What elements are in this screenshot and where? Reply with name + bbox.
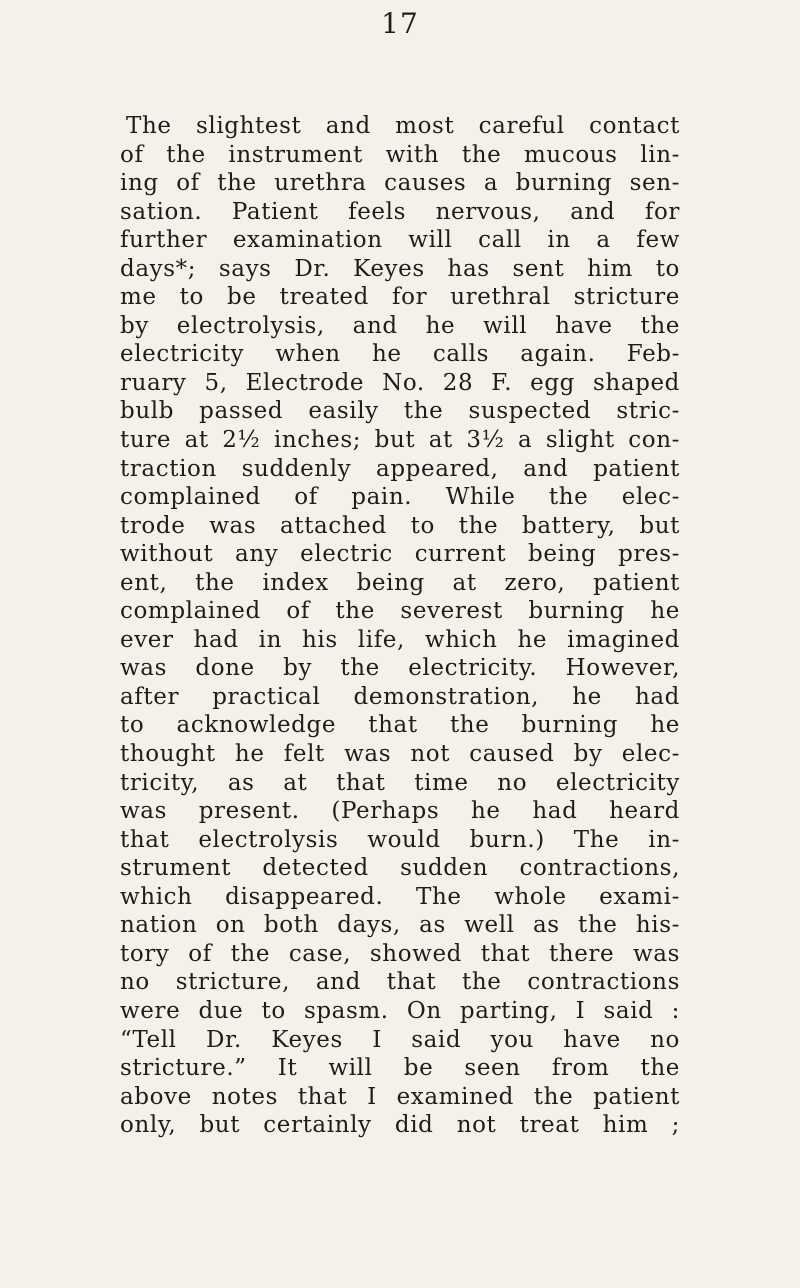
text-line: further examination will call in a few	[120, 227, 680, 254]
text-line: were due to spasm. On parting, I said :	[120, 997, 680, 1024]
text-line: strument detected sudden contractions,	[120, 855, 680, 882]
text-line: which disappeared. The whole exami-	[120, 883, 680, 910]
text-line: only, but certainly did not treat him ;	[120, 1112, 680, 1139]
text-line: complained of the severest burning he	[120, 598, 680, 625]
text-line: ever had in his life, which he imagined	[120, 626, 680, 653]
text-line: traction suddenly appeared, and patient	[120, 455, 680, 482]
text-line: ent, the index being at zero, patient	[120, 569, 680, 596]
text-line: no stricture, and that the contractions	[120, 969, 680, 996]
text-line: ruary 5, Electrode No. 28 F. egg shaped	[120, 369, 680, 396]
text-line: was present. (Perhaps he had heard	[120, 798, 680, 825]
text-line: stricture.” It will be seen from the	[120, 1055, 680, 1082]
text-line: “Tell Dr. Keyes I said you have no	[120, 1026, 680, 1053]
text-line: tricity, as at that time no electricity	[120, 769, 680, 796]
text-line: bulb passed easily the suspected stric-	[120, 398, 680, 425]
text-line: ing of the urethra causes a burning sen-	[120, 170, 680, 197]
text-line: of the instrument with the mucous lin-	[120, 141, 680, 168]
text-line: trode was attached to the battery, but	[120, 512, 680, 539]
body-text	[120, 112, 680, 1140]
text-line: above notes that I examined the patient	[120, 1083, 680, 1110]
text-line: after practical demonstration, he had	[120, 683, 680, 710]
text-line: that electrolysis would burn.) The in-	[120, 826, 680, 853]
text-line: thought he felt was not caused by elec-	[120, 741, 680, 768]
text-line: without any electric current being pres-	[120, 541, 680, 568]
text-line: was done by the electricity. However,	[120, 655, 680, 682]
text-line: tory of the case, showed that there was	[120, 940, 680, 967]
text-line: ture at 2½ inches; but at 3½ a slight con-	[120, 427, 680, 454]
text-line: me to be treated for urethral stricture	[120, 284, 680, 311]
page-number: 17	[381, 7, 419, 40]
text-line: electricity when he calls again. Feb-	[120, 341, 680, 368]
text-line: nation on both days, as well as the his-	[120, 912, 680, 939]
text-line: to acknowledge that the burning he	[120, 712, 680, 739]
text-line: complained of pain. While the elec-	[120, 484, 680, 511]
text-line: days*; says Dr. Keyes has sent him to	[120, 255, 680, 282]
text-line: by electrolysis, and he will have the	[120, 312, 680, 339]
text-line: The slightest and most careful contact	[126, 113, 680, 139]
text-line: sation. Patient feels nervous, and for	[120, 198, 680, 225]
